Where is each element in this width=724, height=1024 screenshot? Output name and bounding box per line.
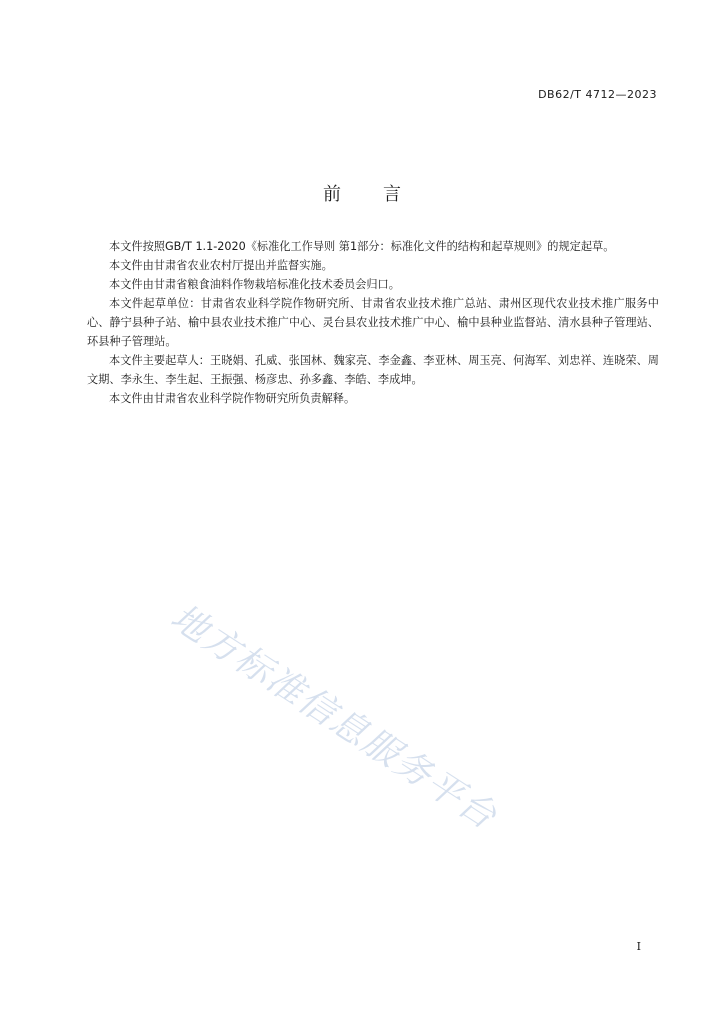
paragraph-proposer: 本文件由甘肃省农业农村厅提出并监督实施。 — [109, 259, 333, 272]
paragraph-centralized-by: 本文件由甘肃省粮食油料作物栽培标准化技术委员会归口。 — [109, 278, 400, 291]
foreword-body — [87, 237, 659, 408]
watermark-text: 地方标准信息服务平台 — [163, 596, 505, 839]
paragraph-drafters: 本文件主要起草人：王晓娟、孔威、张国林、魏家亮、李金鑫、李亚林、周玉亮、何海军、刘忠祥、连晓荣、周文期、李永生、李生起、王振强、杨彦忠、孙多鑫、李皓、李成坤。 — [87, 354, 659, 386]
paragraph-drafting-units: 本文件起草单位：甘肃省农业科学院作物研究所、甘肃省农业技术推广总站、肃州区现代农业技术推广服务中心、静宁县种子站、榆中县农业技术推广中心、灵台县农业技术推广中心、榆中县种业监督站、清水县种子管理站、环县种子管理站。 — [87, 297, 659, 348]
document-code: DB62/T 4712—2023 — [538, 88, 657, 101]
paragraph-interpretation: 本文件由甘肃省农业科学院作物研究所负责解释。 — [109, 392, 356, 405]
paragraph-drafting-rules: 本文件按照GB/T 1.1-2020《标准化工作导则 第1部分：标准化文件的结构和起草规则》的规定起草。 — [109, 240, 615, 253]
page-number: I — [636, 940, 641, 953]
page-title: 前言 — [323, 184, 443, 205]
